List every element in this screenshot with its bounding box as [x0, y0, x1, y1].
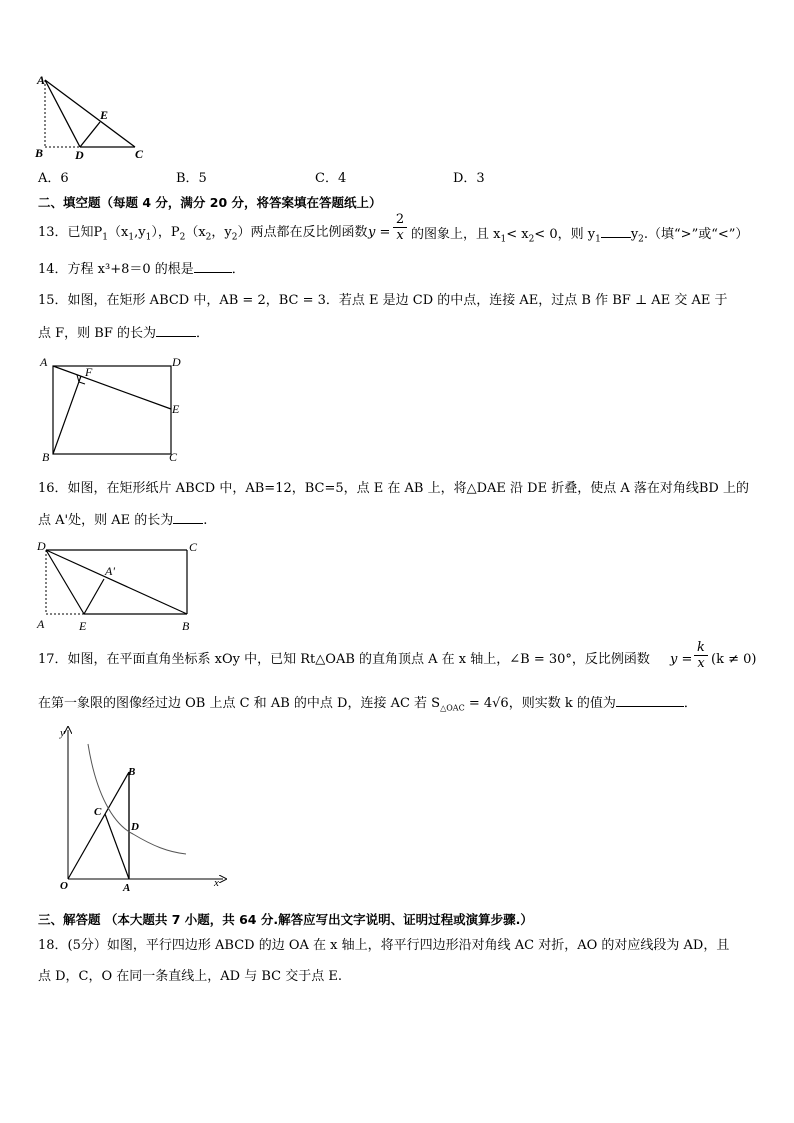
label-e: E — [172, 402, 180, 416]
label-e: E — [79, 619, 87, 633]
q13-func-var: y = — [368, 225, 391, 240]
q17-func-var: y = — [670, 652, 693, 667]
q13-text-e: （x — [185, 225, 206, 240]
q13-sub-6: 2 — [231, 232, 238, 243]
label-o: O — [60, 880, 68, 892]
triangle-figure-q12 — [30, 72, 160, 164]
q13-frac-den: x — [396, 228, 404, 243]
label-b: B — [182, 619, 190, 633]
q17-function — [670, 652, 692, 668]
q13-answer-blank[interactable] — [601, 225, 631, 238]
label-a-prime: A' — [105, 564, 115, 578]
q13-text-g: ）两点都在反比例函数 — [237, 225, 368, 240]
question-17-line2 — [38, 694, 697, 717]
label-d: D — [172, 355, 181, 369]
label-x: x — [214, 877, 219, 889]
coordinate-figure-q17 — [38, 724, 238, 894]
label-c: C — [94, 806, 102, 818]
q13-sub-9: 1 — [595, 234, 601, 245]
label-c: C — [169, 450, 178, 464]
q13-fraction — [393, 212, 407, 243]
q13-frac-num: 2 — [395, 212, 405, 227]
q17-end: ． — [683, 696, 697, 711]
label-d: D — [37, 539, 46, 553]
q17-text: 17．如图，在平面直角坐标系 xOy 中，已知 Rt△OAB 的直角顶点 A 在 x 轴上，∠B = 30°，反比例函数 — [38, 652, 650, 667]
label-a: A — [37, 617, 45, 631]
label-b: B — [35, 146, 44, 160]
q16-answer-blank[interactable] — [173, 511, 203, 524]
label-a: A — [37, 73, 46, 87]
question-14 — [38, 260, 245, 278]
q17-text-2b: = 4√6，则实数 k 的值为 — [468, 696, 616, 711]
q13-text-b: （x — [108, 225, 129, 240]
label-c: C — [189, 540, 198, 554]
question-15-line1: 15．如图，在矩形 ABCD 中，AB = 2，BC = 3．若点 E 是边 CD 的中点，连接 AE，过点 B 作 BF ⊥ AE 交 AE 于 — [38, 293, 728, 308]
question-16-line1: 16．如图，在矩形纸片 ABCD 中，AB=12，BC=5，点 E 在 AB 上，将△DAE 沿 DE 折叠，使点 A 落在对角线BD 上的 — [38, 481, 749, 496]
label-d: D — [75, 148, 84, 162]
q14-answer-blank[interactable] — [194, 260, 232, 273]
q17-fraction — [694, 640, 708, 671]
q16-text: 点 A'处，则 AE 的长为 — [38, 513, 174, 528]
section-heading-solutions: 三、解答题 （本大题共 7 小题，共 64 分.解答应写出文字说明、证明过程或演算步骤.） — [38, 912, 533, 927]
q17-answer-blank[interactable] — [616, 694, 684, 707]
rectangle-figure-q16 — [34, 536, 204, 634]
q13-text-f: ，y — [211, 225, 232, 240]
q13-sub-10: 2 — [638, 234, 644, 245]
q15-answer-blank[interactable] — [156, 324, 196, 337]
question-16-line2 — [38, 511, 207, 529]
q14-end: ． — [231, 262, 245, 277]
option-a: A．6 — [38, 171, 69, 186]
q15-end: ． — [196, 326, 210, 341]
option-b: B．5 — [176, 171, 207, 186]
q13-text-j: < 0，则 y — [534, 227, 596, 242]
rectangle-figure-q15 — [38, 352, 188, 464]
section-heading-fill-blank: 二、填空题（每题 4 分，满分 20 分，将答案填在答题纸上） — [38, 195, 382, 210]
question-18-line2: 点 D，C，O 在同一条直线上，AD 与 BC 交于点 E. — [38, 969, 342, 984]
q13-text-l: .（填“>”或“<”） — [643, 227, 749, 242]
label-d: D — [131, 821, 139, 833]
question-13 — [38, 225, 368, 246]
q13-sub-7: 1 — [500, 234, 507, 245]
q13-sub-8: 2 — [528, 234, 535, 245]
q13-continued — [411, 225, 748, 248]
question-17-line1 — [38, 652, 650, 668]
q13-sub-3: 1 — [145, 232, 152, 243]
q17-text-2a: 在第一象限的图像经过边 OB 上点 C 和 AB 的中点 D，连接 AC 若 S — [38, 696, 441, 711]
q16-end: . — [203, 513, 208, 528]
q13-sub-4: 2 — [179, 232, 186, 243]
q14-text: 14．方程 x³+8＝0 的根是 — [38, 262, 194, 277]
q17-frac-num: k — [697, 640, 705, 655]
q13-sub-5: 2 — [205, 232, 212, 243]
label-b: B — [128, 766, 136, 778]
label-a: A — [40, 355, 48, 369]
q13-text-h: 的图象上，且 x — [411, 227, 501, 242]
label-y: y — [60, 727, 65, 739]
q15-text: 点 F，则 BF 的长为 — [38, 326, 156, 341]
question-15-line2 — [38, 324, 209, 342]
label-f: F — [85, 365, 93, 379]
q13-text-k: y — [630, 227, 639, 242]
q13-text-c: ,y — [134, 225, 146, 240]
label-a: A — [123, 882, 131, 894]
q13-sub-2: 1 — [128, 232, 135, 243]
option-d: D．3 — [453, 171, 485, 186]
label-b: B — [42, 450, 50, 464]
q13-text-i: < x — [506, 227, 529, 242]
label-e: E — [100, 108, 109, 122]
q17-frac-den: x — [697, 656, 705, 671]
q13-text-a: 13．已知P — [38, 225, 103, 240]
q13-text-d: ），P — [151, 225, 180, 240]
q13-sub-1: 1 — [102, 232, 109, 243]
q13-function — [368, 225, 390, 241]
q17-sub: △OAC — [440, 703, 465, 713]
q17-condition: (k ≠ 0) — [711, 652, 757, 667]
option-c: C．4 — [315, 171, 347, 186]
label-c: C — [135, 147, 144, 161]
question-18-line1: 18．(5分）如图，平行四边形 ABCD 的边 OA 在 x 轴上，将平行四边形沿对角线 AC 对折，AO 的对应线段为 AD，且 — [38, 938, 730, 953]
